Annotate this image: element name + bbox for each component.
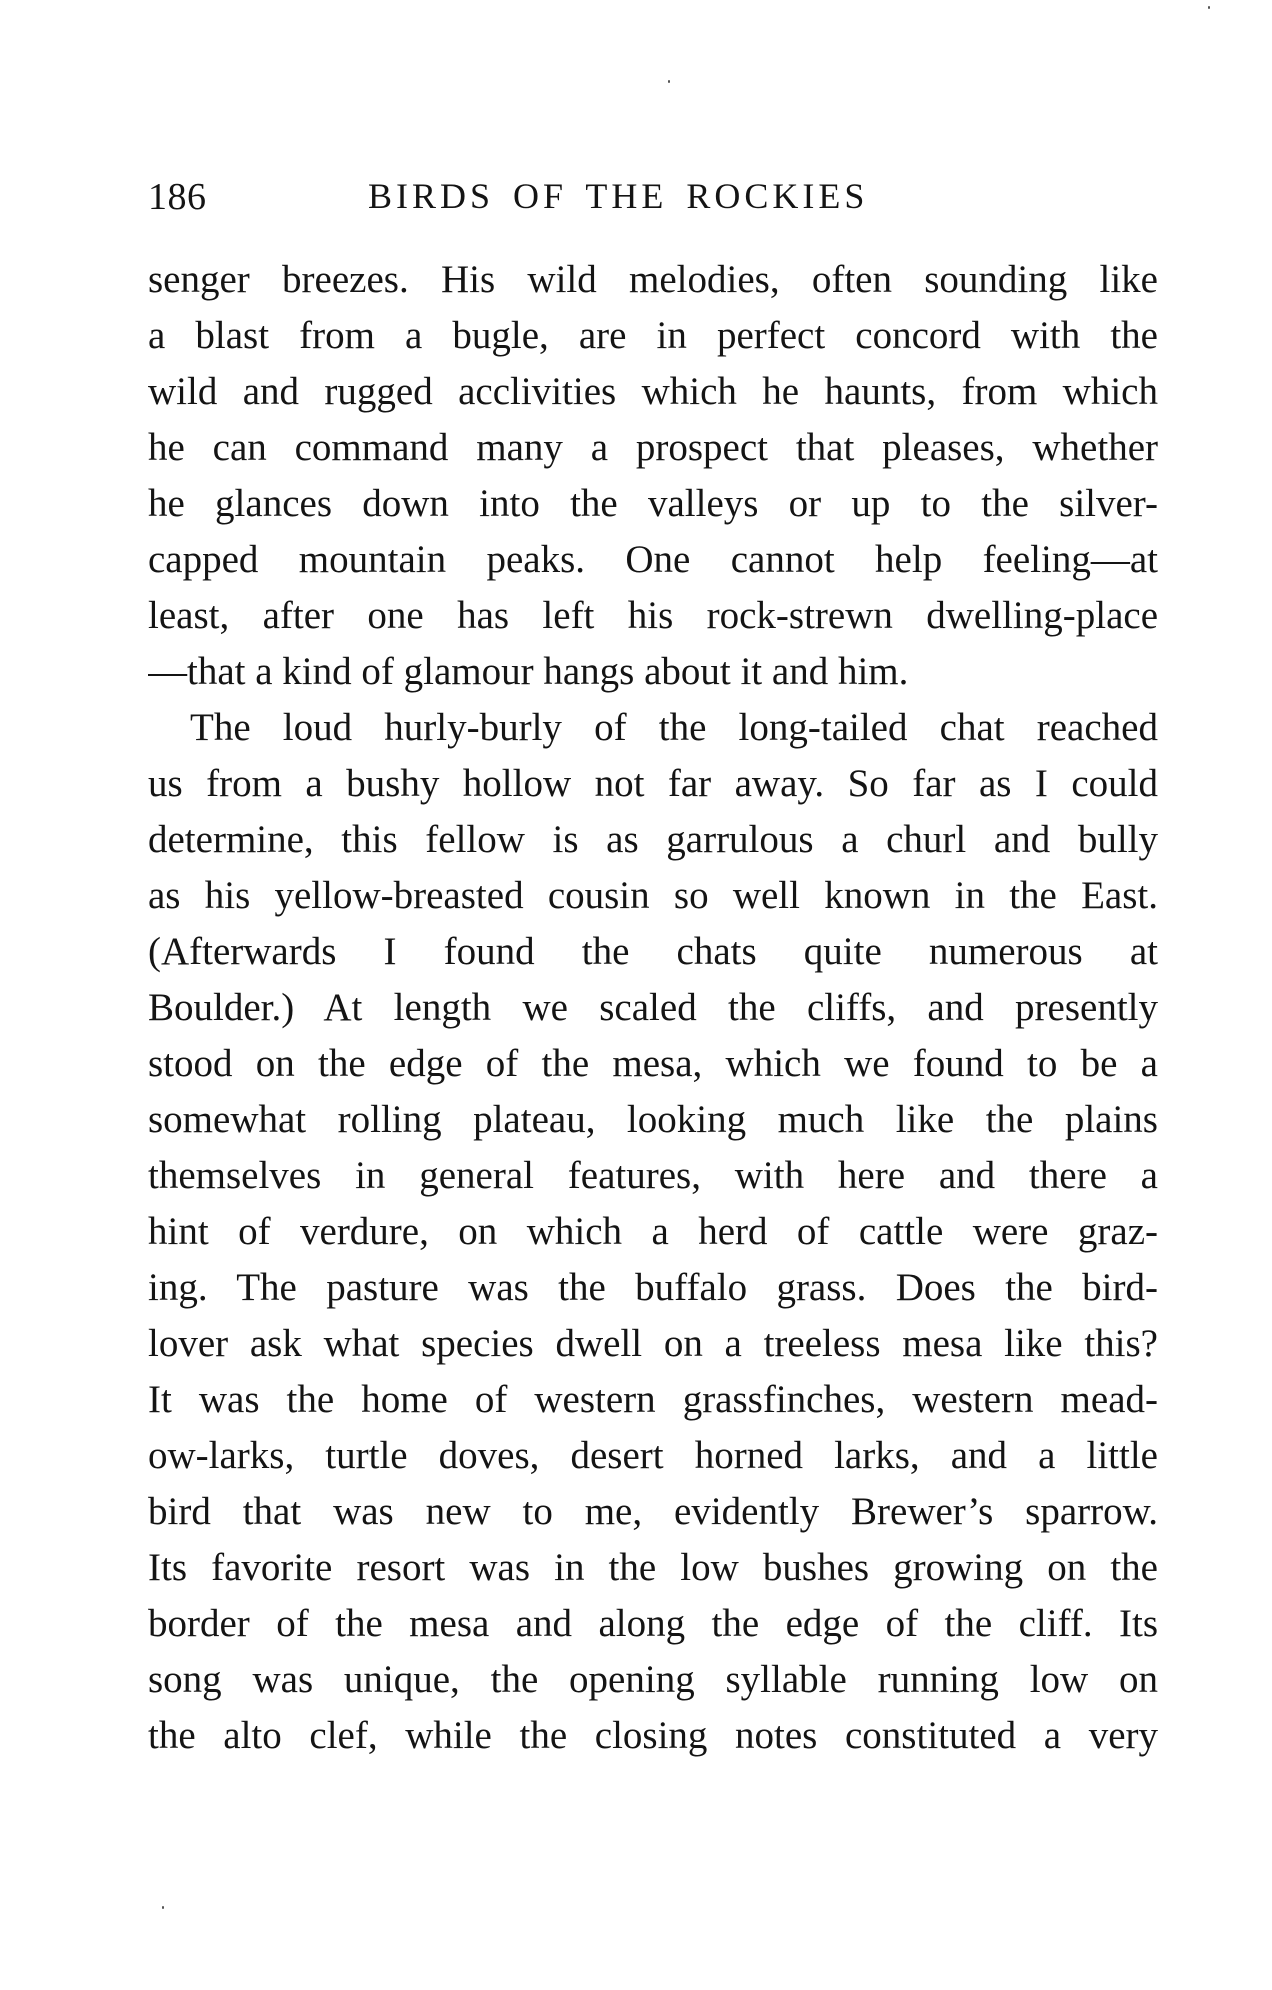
text-line: least, after one has left his rock-strewn dwelling-place [148, 594, 1158, 637]
text-line: bird that was new to me, evidently Brewer’s sparrow. [148, 1490, 1158, 1533]
text-line: stood on the edge of the mesa, which we found to be a [148, 1042, 1158, 1085]
text-line: capped mountain peaks. One cannot help feeling—at [148, 538, 1158, 581]
page-number: 186 [148, 176, 207, 218]
text-line: It was the home of western grassfinches, western mead- [148, 1378, 1158, 1421]
text-line: —that a kind of glamour hangs about it and him. [148, 650, 909, 693]
text-line: themselves in general features, with here and there a [148, 1154, 1158, 1197]
text-line: determine, this fellow is as garrulous a churl and bully [148, 818, 1158, 861]
text-line: song was unique, the opening syllable running low on [148, 1658, 1158, 1701]
scan-speck [1208, 6, 1210, 9]
scan-speck [668, 80, 670, 83]
text-line: border of the mesa and along the edge of the cliff. Its [148, 1602, 1158, 1645]
text-line: us from a bushy hollow not far away. So far as I could [148, 762, 1158, 805]
text-line: ing. The pasture was the buffalo grass. Does the bird- [148, 1266, 1158, 1309]
body-text [148, 252, 1158, 1764]
text-line: a blast from a bugle, are in perfect concord with the [148, 314, 1158, 357]
running-title: BIRDS OF THE ROCKIES [368, 176, 869, 216]
scan-speck [162, 1906, 164, 1909]
text-line: hint of verdure, on which a herd of cattle were graz- [148, 1210, 1158, 1253]
text-line: wild and rugged acclivities which he haunts, from which [148, 370, 1158, 413]
text-line: lover ask what species dwell on a treeless mesa like this? [148, 1322, 1158, 1365]
text-line: (Afterwards I found the chats quite numerous at [148, 930, 1158, 973]
running-head [148, 175, 1158, 225]
text-line: senger breezes. His wild melodies, often sounding like [148, 258, 1158, 301]
text-line: Boulder.) At length we scaled the cliffs, and presently [148, 986, 1158, 1029]
text-line: he can command many a prospect that pleases, whether [148, 426, 1158, 469]
text-line: he glances down into the valleys or up to the silver- [148, 482, 1158, 525]
text-line: Its favorite resort was in the low bushes growing on the [148, 1546, 1158, 1589]
text-line: as his yellow-breasted cousin so well known in the East. [148, 874, 1158, 917]
paragraph-start-line: The loud hurly-burly of the long-tailed chat reached [190, 706, 1158, 749]
text-line: the alto clef, while the closing notes constituted a very [148, 1714, 1158, 1757]
text-line: somewhat rolling plateau, looking much like the plains [148, 1098, 1158, 1141]
text-line: ow-larks, turtle doves, desert horned larks, and a little [148, 1434, 1158, 1477]
